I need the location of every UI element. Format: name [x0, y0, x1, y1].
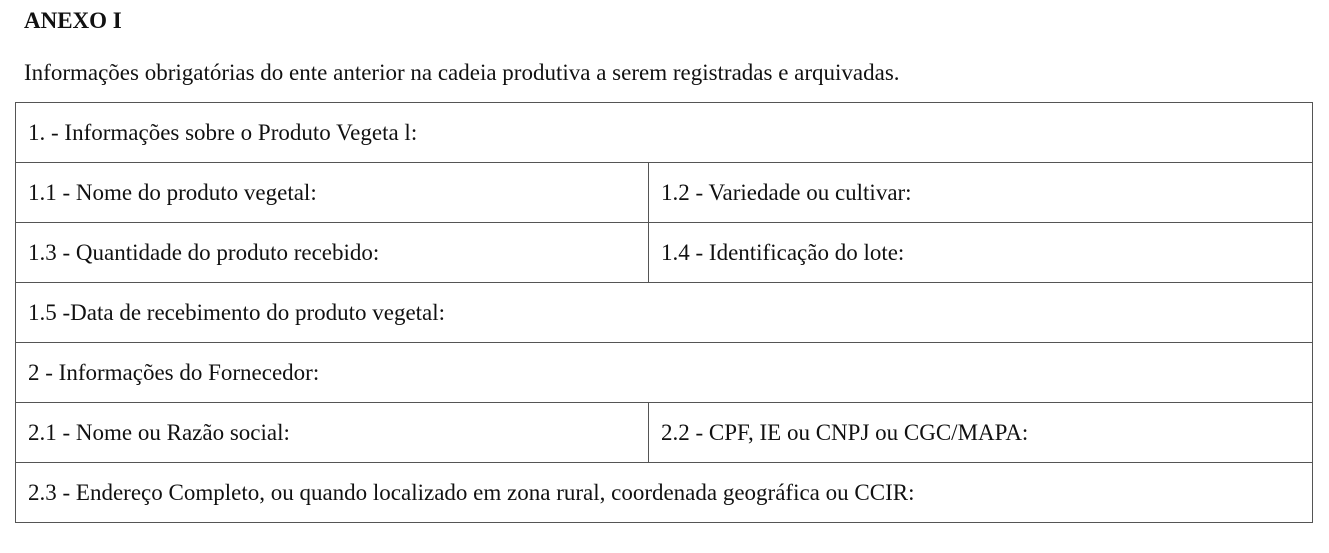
- field-1-3-quantity: 1.3 - Quantidade do produto recebido:: [16, 223, 649, 283]
- table-row: [16, 343, 1313, 403]
- field-1-5-receipt-date: 1.5 -Data de recebimento do produto vegetal:: [16, 283, 1313, 343]
- field-2-2-tax-id: 2.2 - CPF, IE ou CNPJ ou CGC/MAPA:: [649, 403, 1313, 463]
- table-row: [16, 283, 1313, 343]
- table-row: [16, 403, 1313, 463]
- field-2-3-address: 2.3 - Endereço Completo, ou quando localizado em zona rural, coordenada geográfica ou CCIR:: [16, 463, 1313, 523]
- field-1-1-product-name: 1.1 - Nome do produto vegetal:: [16, 163, 649, 223]
- information-table: [15, 102, 1313, 523]
- field-1-4-lot-id: 1.4 - Identificação do lote:: [649, 223, 1313, 283]
- section-1-header: 1. - Informações sobre o Produto Vegeta l:: [16, 103, 1313, 163]
- document-subtitle: Informações obrigatórias do ente anterior na cadeia produtiva a serem registradas e arquivadas.: [24, 60, 900, 85]
- field-2-1-supplier-name: 2.1 - Nome ou Razão social:: [16, 403, 649, 463]
- table-row: [16, 223, 1313, 283]
- table-row: [16, 163, 1313, 223]
- field-1-2-variety: 1.2 - Variedade ou cultivar:: [649, 163, 1313, 223]
- section-2-header: 2 - Informações do Fornecedor:: [16, 343, 1313, 403]
- document-title: ANEXO I: [24, 8, 122, 33]
- table-row: [16, 463, 1313, 523]
- table-row: [16, 103, 1313, 163]
